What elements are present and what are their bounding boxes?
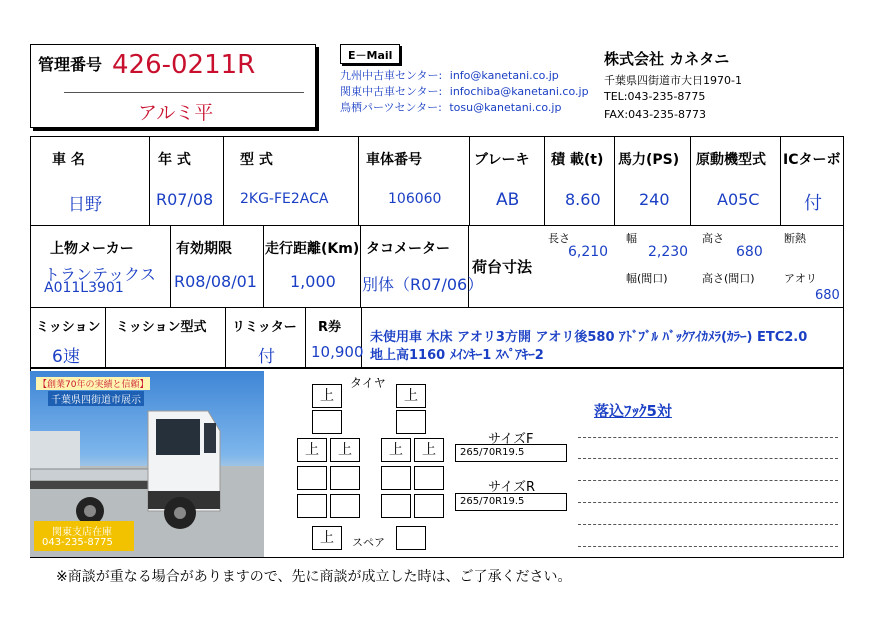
tire-empty: [396, 410, 426, 434]
label-limiter: リミッター: [232, 320, 297, 335]
tire-empty: [312, 410, 342, 434]
value-body-model: A011L3901: [44, 280, 124, 296]
label-width: 幅: [626, 232, 637, 245]
truck-photo: [30, 371, 264, 557]
tire-empty: [297, 494, 327, 518]
value-brake: AB: [496, 190, 520, 210]
label-insulation: 断熱: [784, 232, 806, 245]
value-turbo: 付: [804, 193, 822, 214]
contact-3: [340, 99, 561, 115]
spare-label: スペア: [352, 536, 385, 549]
contact-center: 関東中古車センター:: [340, 85, 443, 98]
company-tel: TEL:043-235-8775: [604, 90, 706, 103]
label-car-name: 車 名: [52, 152, 85, 168]
label-aori: アオリ: [784, 272, 817, 285]
photo-phone: 043-235-8775: [42, 537, 113, 548]
label-engine: 原動機型式: [696, 152, 766, 168]
footer-note: ※商談が重なる場合がありますので、先に商談が成立した時は、ご了承ください。: [56, 569, 572, 585]
label-mileage: 走行距離(Km): [265, 241, 360, 257]
remark-hooks: 落込ﾌｯｸ5対: [594, 402, 672, 420]
label-size-rear: サイズR: [488, 480, 535, 495]
photo-banner-location: 千葉県四街道市展示: [48, 391, 144, 406]
tire-empty: [414, 466, 444, 490]
value-size-front: 265/70R19.5: [460, 447, 525, 458]
contact-2: [340, 83, 589, 99]
tire-empty: [381, 466, 411, 490]
label-tacho: タコメーター: [366, 241, 450, 257]
tire-empty: [381, 494, 411, 518]
tire-empty: [297, 466, 327, 490]
tire-rear-right-inner: 上: [381, 438, 411, 462]
value-year: R07/08: [156, 190, 214, 209]
value-aori: 680: [815, 288, 840, 303]
value-rken: 10,900: [311, 343, 364, 361]
tire-empty: [330, 466, 360, 490]
label-load: 積 載(t): [551, 152, 604, 168]
tire-title: タイヤ: [350, 376, 386, 390]
value-mission: 6速: [52, 347, 80, 367]
value-engine: A05C: [717, 190, 760, 209]
value-load: 8.60: [565, 190, 601, 209]
value-hp: 240: [639, 190, 670, 209]
tire-rear-left-inner: 上: [330, 438, 360, 462]
label-length: 長さ: [548, 232, 570, 245]
value-car-name: 日野: [68, 195, 102, 215]
tire-spare: 上: [312, 526, 342, 550]
label-cargo-dims: 荷台寸法: [472, 258, 533, 276]
value-length: 6,210: [568, 244, 609, 260]
label-turbo: ICターボ: [783, 152, 841, 168]
tire-empty: [414, 494, 444, 518]
label-rken: R券: [318, 320, 342, 335]
email-label: E－Mail: [348, 49, 393, 62]
tire-rear-left-outer: 上: [297, 438, 327, 462]
label-mission-type: ミッション型式: [116, 320, 207, 335]
label-model: 型 式: [240, 152, 273, 168]
contact-email[interactable]: tosu@kanetani.co.jp: [449, 101, 562, 114]
vehicle-notes-1: 未使用車 木床 アオリ3方開 アオリ後580 ｱﾄﾞﾌﾞﾙ ﾊﾞｯｸｱｲｶﾒﾗ(ｶﾗｰ) ETC2.0: [370, 330, 808, 345]
value-width: 2,230: [648, 244, 689, 260]
label-body-maker: 上物メーカー: [50, 241, 134, 257]
value-height: 680: [736, 244, 763, 260]
contact-center: 九州中古車センター:: [340, 69, 443, 82]
label-height: 高さ: [702, 232, 724, 245]
contact-center: 鳥栖パーツセンター:: [340, 101, 442, 114]
contact-email[interactable]: infochiba@kanetani.co.jp: [449, 85, 589, 98]
company-name: 株式会社 カネタニ: [604, 50, 730, 68]
value-size-rear: 265/70R19.5: [460, 496, 525, 507]
photo-banner-heritage: 【創業70年の実績と信頼】: [36, 377, 150, 390]
value-model: 2KG-FE2ACA: [240, 191, 329, 207]
vehicle-notes-2: 地上高1160 ﾒｲﾝｷｰ1 ｽﾍﾟｱｷｰ2: [370, 348, 544, 363]
label-hp: 馬力(PS): [618, 152, 680, 168]
tire-rear-right-outer: 上: [414, 438, 444, 462]
label-height-opening: 高さ(間口): [702, 272, 755, 285]
value-limiter: 付: [258, 347, 275, 367]
value-body-maker: トランテックス: [44, 265, 156, 284]
label-chassis: 車体番号: [366, 152, 422, 168]
company-address: 千葉県四街道市大日1970-1: [604, 74, 742, 87]
kanri-underline: [64, 92, 304, 93]
label-brake: ブレーキ: [474, 152, 530, 168]
contact-email[interactable]: info@kanetani.co.jp: [449, 69, 559, 82]
value-tacho: 別体（R07/06）: [362, 275, 484, 294]
label-width-opening: 幅(間口): [626, 272, 668, 285]
tire-empty: [330, 494, 360, 518]
kanri-number: 426-0211R: [112, 50, 256, 80]
label-size-front: サイズF: [488, 432, 534, 447]
label-expiry: 有効期限: [176, 241, 232, 257]
value-chassis: 106060: [388, 191, 442, 207]
tire-front-right: 上: [396, 384, 426, 408]
tire-front-left: 上: [312, 384, 342, 408]
photo-branch: 関東支店在庫: [52, 527, 112, 538]
value-expiry: R08/08/01: [174, 272, 257, 291]
contact-1: [340, 67, 559, 83]
tire-empty: [396, 526, 426, 550]
value-mileage: 1,000: [290, 272, 336, 291]
kanri-label: 管理番号: [38, 55, 103, 74]
body-type: アルミ平: [138, 102, 214, 124]
label-mission: ミッション: [36, 320, 101, 335]
label-year: 年 式: [158, 152, 191, 168]
company-fax: FAX:043-235-8773: [604, 108, 707, 121]
